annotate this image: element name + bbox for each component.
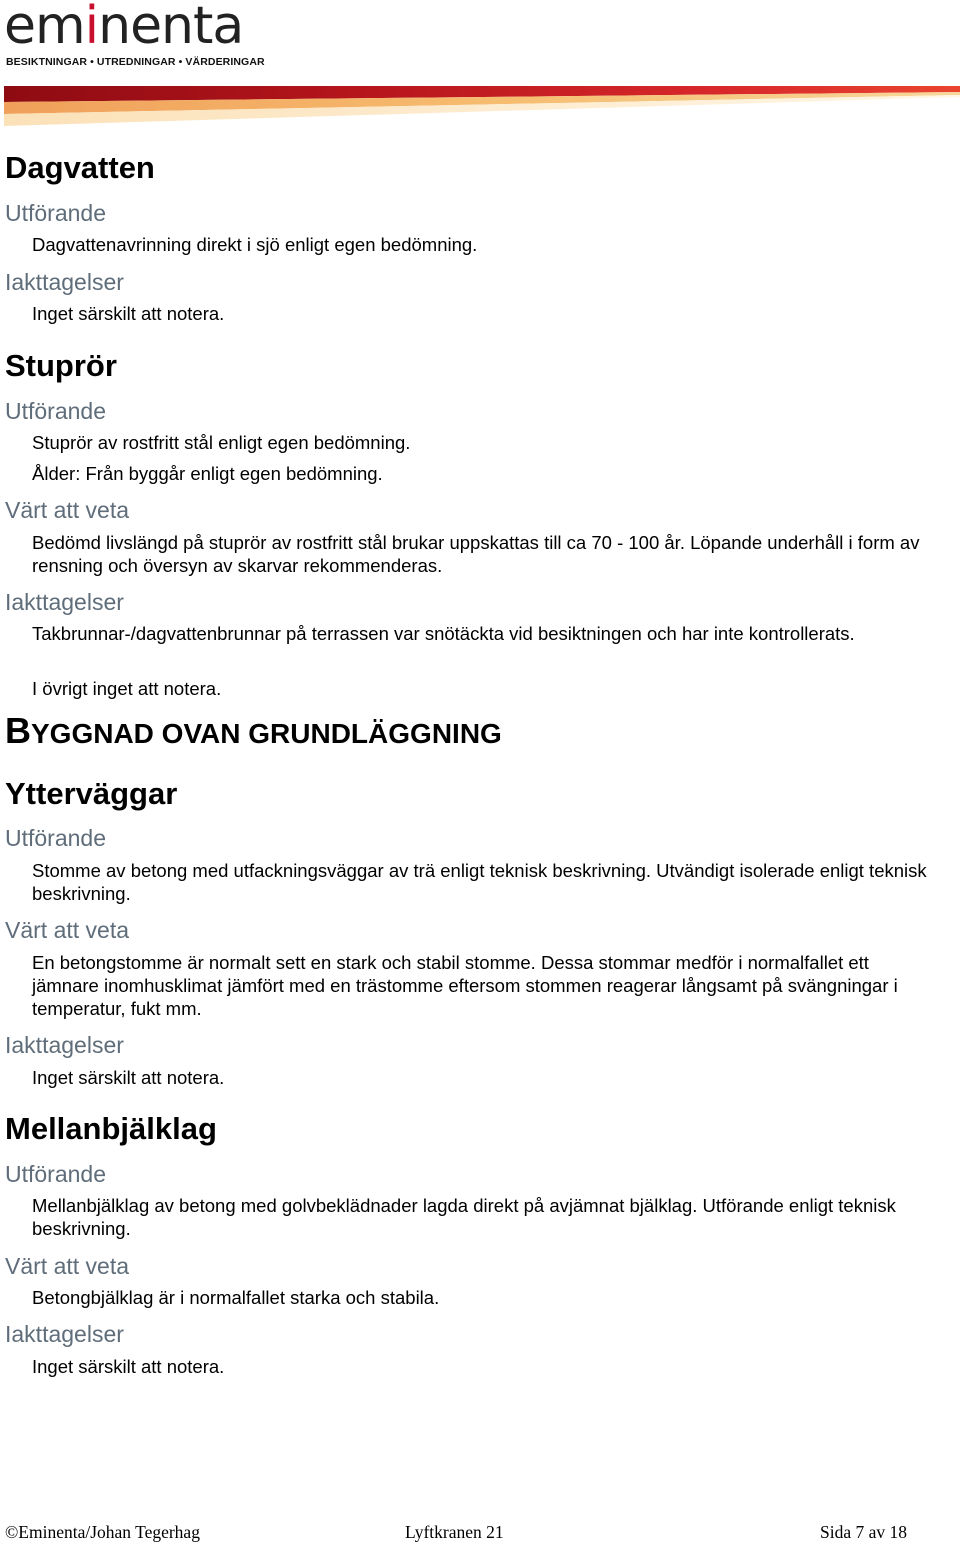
header-band — [4, 80, 960, 128]
text-stupror-alder: Ålder: Från byggår enligt egen bedömning. — [32, 463, 383, 484]
logo-wordmark: eminenta — [4, 0, 243, 56]
label-utforande: Utförande — [5, 1161, 107, 1187]
label-iakttagelser: Iakttagelser — [5, 589, 124, 615]
text-yttervaggar-iakttagelser: Inget särskilt att notera. — [32, 1067, 225, 1088]
text-mellanbjalklag-utforande: Mellanbjälklag av betong med golvbeklädnader lagda direkt på avjämnat bjälklag. Utförande enligt teknisk beskrivning. — [32, 1195, 896, 1239]
logo-tagline: BESIKTNINGAR • UTREDNINGAR • VÄRDERINGAR — [6, 56, 265, 68]
footer-property: Lyftkranen 21 — [405, 1522, 504, 1542]
heading-dagvatten: Dagvatten — [5, 150, 155, 185]
footer-copyright: ©Eminenta/Johan Tegerhag — [5, 1522, 200, 1542]
label-utforande: Utförande — [5, 200, 107, 226]
text-dagvatten-iakttagelser: Inget särskilt att notera. — [32, 303, 225, 324]
label-utforande: Utförande — [5, 825, 107, 851]
label-vart-att-veta: Värt att veta — [5, 1253, 130, 1279]
text-stupror-utforande: Stuprör av rostfritt stål enligt egen bedömning. — [32, 432, 411, 453]
text-mellanbjalklag-iakttagelser: Inget särskilt att notera. — [32, 1356, 225, 1377]
label-iakttagelser: Iakttagelser — [5, 1032, 124, 1058]
text-yttervaggar-vart: En betongstomme är normalt sett en stark och stabil stomme. Dessa stommar medför i normalfallet ett jämnare inomhusklimat jämfört med en trästomme eftersom stommen reagerar långsamt på svängningar i temperatur, fukt mm. — [32, 952, 898, 1019]
chapter-heading: BYGGNAD OVAN GRUNDLÄGGNING — [5, 710, 502, 751]
text-stupror-iakttagelser: Takbrunnar-/dagvattenbrunnar på terrassen var snötäckta vid besiktningen och har inte kontrollerats. — [32, 623, 855, 644]
label-iakttagelser: Iakttagelser — [5, 269, 124, 295]
heading-mellanbjalklag: Mellanbjälklag — [5, 1111, 217, 1146]
footer-page-number: Sida 7 av 18 — [820, 1522, 908, 1542]
heading-stupror: Stuprör — [5, 348, 117, 383]
label-utforande: Utförande — [5, 398, 107, 424]
text-stupror-vart: Bedömd livslängd på stuprör av rostfritt stål brukar uppskattas till ca 70 - 100 år. Löpande underhåll i form av rensning och översyn av skarvar rekommenderas. — [32, 532, 920, 576]
text-yttervaggar-utforande: Stomme av betong med utfackningsväggar av trä enligt teknisk beskrivning. Utvändigt isolerade enligt teknisk beskrivning. — [32, 860, 927, 904]
text-dagvatten-utforande: Dagvattenavrinning direkt i sjö enligt egen bedömning. — [32, 234, 478, 255]
label-vart-att-veta: Värt att veta — [5, 917, 130, 943]
company-logo — [4, 0, 265, 74]
text-stupror-ovrigt: I övrigt inget att notera. — [32, 678, 222, 699]
label-vart-att-veta: Värt att veta — [5, 497, 130, 523]
text-mellanbjalklag-vart: Betongbjälklag är i normalfallet starka och stabila. — [32, 1287, 440, 1308]
label-iakttagelser: Iakttagelser — [5, 1321, 124, 1347]
heading-yttervaggar: Ytterväggar — [5, 776, 178, 811]
logo-accent-letter: i — [84, 0, 99, 56]
